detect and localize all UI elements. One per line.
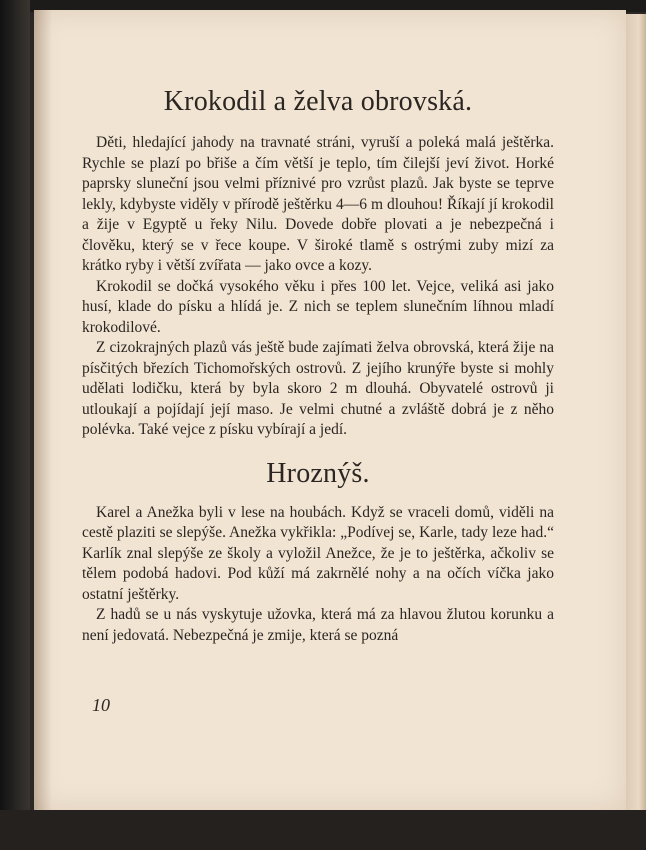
paragraph: Děti, hledající jahody na travnaté stráni, vyruší a poleká malá ještěrka. Rychle se plazí po břiše a čím větší je teplo, tím čilejší jeví život. Horké paprsky sluneční jsou velmi příznivé pro vzrůst plazů. Jak byste se teprve lekly, kdybyste viděly v přírodě ještěrku 4—6 m dlouhou! Říkají jí krokodil a žije v Egyptě u řeky Nilu. Dovede dobře plovati a je nebezpečná i člověku, který se v řece koupe. V široké tlamě s ostrými zuby mizí za krátko ryby i větší zvířata — jako ovce a kozy.	[82, 134, 554, 274]
book-spine	[0, 0, 30, 850]
paragraph: Krokodil se dočká vysokého věku i přes 100 let. Vejce, veliká asi jako husí, klade do písku a hlídá je. Z nich se teplem slunečním líhnou mladí krokodilové.	[82, 277, 554, 336]
paragraph: Z hadů se u nás vyskytuje užovka, která má za hlavou žlutou korunku a není jedovatá. Nebezpečná je zmije, která se pozná	[82, 606, 554, 644]
page-number: 10	[92, 695, 110, 715]
paragraph: Karel a Anežka byli v lese na houbách. Když se vraceli domů, viděli na cestě plaziti se slepýše. Anežka vykřikla: „Podívej se, Karle, tady leze had.“ Karlík znal slepýše ze školy a vyložil Anežce, že je to ještěrka, ačkoliv se tělem podobá hadovi. Pod kůží má zakrnělé nohy a na očích víčka jako ostatní ještěrky.	[82, 503, 554, 603]
paragraph: Z cizokrajných plazů vás ještě bude zajímati želva obrovská, která žije na písčitých březích Tichomořských ostrovů. Z jejího krunýře byste si mohly udělati lodičku, která by byla skoro 2 m dlouhá. Obyvatelé ostrovů ji utloukají a pojídají její maso. Je velmi chutné a zvláště dobrá je z něho polévka. Také vejce z písku vybírají a jedí.	[82, 339, 554, 438]
page-gutter-shadow	[34, 10, 52, 810]
scan-background-bottom	[0, 810, 646, 850]
page-content	[82, 85, 554, 646]
section-title-hroznys: Hroznýš.	[266, 457, 370, 489]
section-title-krokodil: Krokodil a želva obrovská.	[163, 86, 473, 117]
